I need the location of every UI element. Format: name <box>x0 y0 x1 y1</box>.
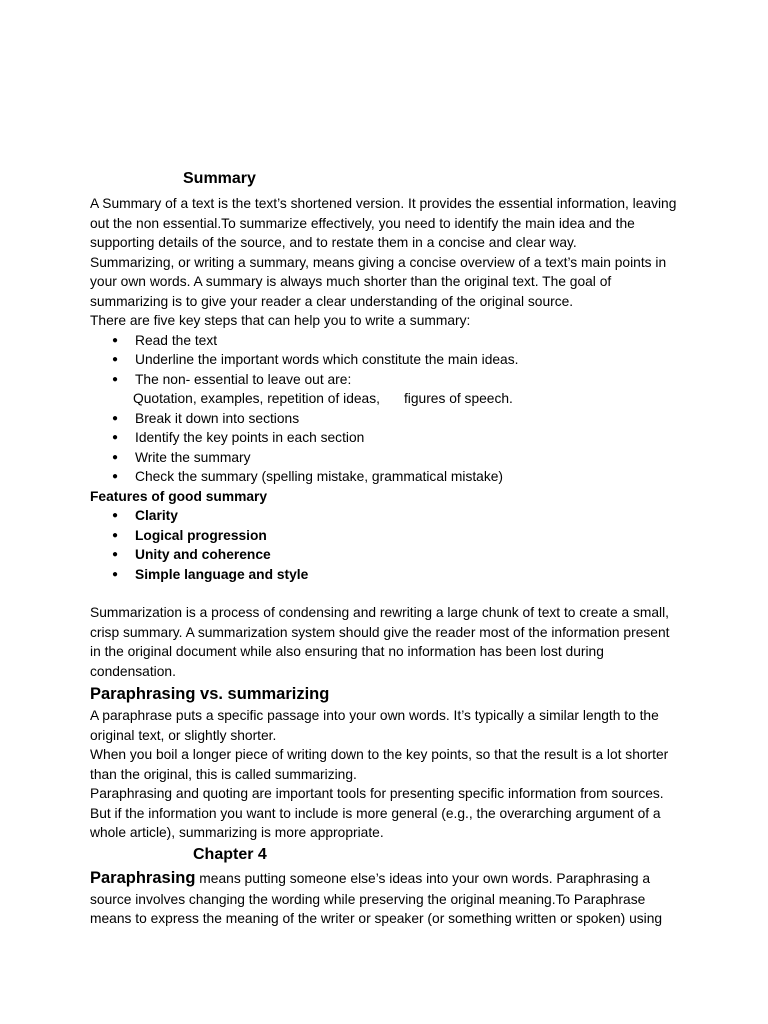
text-line: in the original document while also ensuring that no information has been lost during <box>90 644 604 659</box>
text-line: Paraphrasing and quoting are important tools for presenting specific information from sources. <box>90 786 664 801</box>
chapter-heading: Chapter 4 <box>193 845 267 863</box>
chapter-paragraph <box>90 867 690 929</box>
text-line: A paraphrase puts a specific passage into your own words. It’s typically a similar length to the <box>90 708 659 723</box>
text-line: Summarizing, or writing a summary, means giving a concise overview of a text’s main points in <box>90 254 667 270</box>
text-line: There are five key steps that can help you to write a summary: <box>90 313 471 328</box>
first-line-rest: means putting someone else’s ideas into your own words. Paraphrasing a <box>195 870 651 886</box>
paraphrasing-vs-heading: Paraphrasing vs. summarizing <box>90 685 330 703</box>
summarization-paragraph <box>90 603 690 681</box>
list-item: ● The non- essential to leave out are: <box>90 370 690 390</box>
list-item: ● Logical progression <box>90 526 690 546</box>
text-line: When you boil a longer piece of writing down to the key points, so that the result is a lot shorter <box>90 747 669 762</box>
lead-word: Paraphrasing <box>90 868 196 887</box>
text-line: than the original, this is called summarizing. <box>90 766 357 782</box>
text-line: condensation. <box>90 663 176 679</box>
summary-intro <box>90 194 690 331</box>
list-item: ● Unity and coherence <box>90 545 690 565</box>
features-heading: Features of good summary <box>90 488 268 504</box>
text-line: whole article), summarizing is more appropriate. <box>90 825 384 840</box>
nonessential-right: figures of speech. <box>403 391 513 406</box>
text-line: source involves changing the wording while preserving the original meaning.To Paraphrase <box>90 891 646 907</box>
steps-list <box>90 331 690 390</box>
features-list <box>90 506 690 584</box>
list-item: ● Identify the key points in each section <box>90 428 690 448</box>
text-line: A Summary of a text is the text’s shortened version. It provides the essential information, leaving <box>90 196 677 211</box>
summary-heading: Summary <box>183 170 256 187</box>
document-page <box>90 168 690 929</box>
text-line: original text, or slightly shorter. <box>90 727 277 743</box>
list-item: ● Simple language and style <box>90 565 690 585</box>
text-line: your own words. A summary is always much shorter than the original text. The goal of <box>90 274 612 289</box>
nonessential-left: Quotation, examples, repetition of ideas, <box>133 391 380 406</box>
list-item: ● Underline the important words which constitute the main ideas. <box>90 350 690 370</box>
text-line <box>90 867 690 890</box>
list-item: ● Check the summary (spelling mistake, grammatical mistake) <box>90 467 690 487</box>
list-item: ● Clarity <box>90 506 690 526</box>
text-line: But if the information you want to include is more general (e.g., the overarching argument of a <box>90 805 661 821</box>
text-line: means to express the meaning of the writer or speaker (or something written or spoken) using <box>90 911 663 926</box>
text-line: Summarization is a process of condensing and rewriting a large chunk of text to create a small, <box>90 605 669 620</box>
steps-list-continued <box>90 409 690 487</box>
list-item: ● Read the text <box>90 331 690 351</box>
text-line: out the non essential.To summarize effectively, you need to identify the main idea and the <box>90 215 635 231</box>
text-line: supporting details of the source, and to restate them in a concise and clear way. <box>90 235 577 250</box>
list-item: ● Write the summary <box>90 448 690 468</box>
paraphrasing-vs-paragraph <box>90 706 690 843</box>
text-line: summarizing is to give your reader a clear understanding of the original source. <box>90 293 574 309</box>
text-line: crisp summary. A summarization system should give the reader most of the information present <box>90 624 670 640</box>
nonessential-line <box>90 389 690 409</box>
list-item: ● Break it down into sections <box>90 409 690 429</box>
